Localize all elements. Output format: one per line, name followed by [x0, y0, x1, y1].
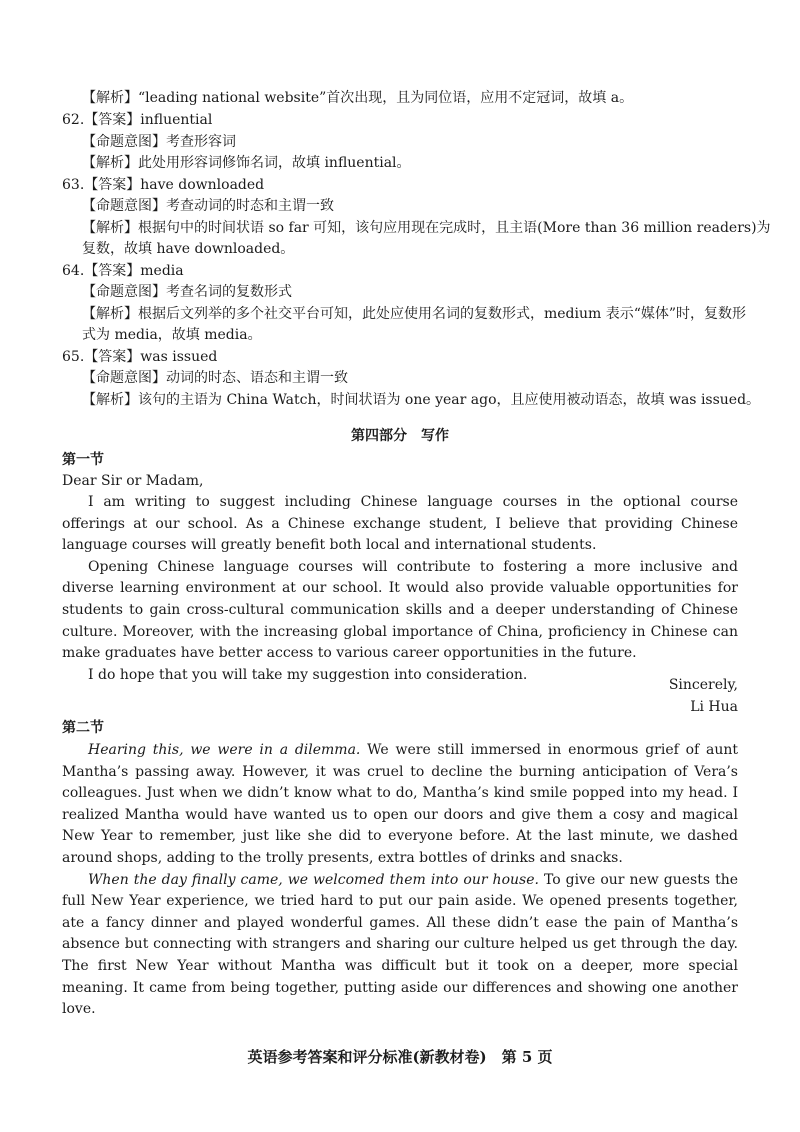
q63-intent: 【命题意图】考查动词的时态和主谓一致	[82, 198, 334, 214]
q61-analysis: 【解析】“leading national website”首次出现，且为同位语，应用不定冠词，故填 a。	[82, 90, 634, 106]
letter-paragraph-1: I am writing to suggest including Chinese language courses in the optional course offerings at our school. As a Chinese exchange student, I believe that providing Chinese language courses will greatly benefit both local and international students.	[62, 494, 738, 554]
letter-closing: Sincerely,	[668, 677, 738, 693]
story-body	[62, 740, 738, 1021]
story-paragraph-2	[62, 870, 738, 1021]
q63-analysis-line1: 【解析】根据句中的时间状语 so far 可知，该句应用现在完成时，且主语(More than 36 million readers)为	[82, 220, 771, 236]
part4-title: 第四部分 写作	[351, 428, 449, 444]
q62-intent: 【命题意图】考查形容词	[82, 134, 236, 150]
story-paragraph-2-text: To give our new guests the full New Year experience, we tried hard to put our pain aside. We opened presents together, ate a fancy dinner and played wonderful games. All these didn’t ease the pain of Mantha’s absence but connecting with strangers and sharing our culture helped us get through the day. The first New Year without Mantha was difficult but it took on a deeper, more special meaning. It came from being together, putting aside our differences and showing one another love.	[62, 871, 739, 1018]
q65-answer: 65.【答案】was issued	[62, 349, 218, 365]
q64-analysis-line1: 【解析】根据后文列举的多个社交平台可知，此处应使用名词的复数形式，medium 表示“媒体”时，复数形	[82, 306, 747, 322]
letter-paragraph-3: I do hope that you will take my suggestion into consideration.	[88, 666, 528, 683]
story-paragraph-2-lead: When the day finally came, we welcomed them into our house.	[88, 871, 539, 888]
q65-intent: 【命题意图】动词的时态、语态和主谓一致	[82, 370, 348, 386]
q63-analysis-line2: 复数，故填 have downloaded。	[82, 241, 295, 257]
section1-heading: 第一节	[62, 452, 104, 468]
section2-heading: 第二节	[62, 720, 104, 736]
letter-paragraph-2: Opening Chinese language courses will contribute to fostering a more inclusive and diverse learning environment at our school. It would also provide valuable opportunities for students to gain cross-cultural communication skills and a deeper understanding of Chinese culture. Moreover, with the increasing global importance of China, proficiency in Chinese can make graduates have better access to various career opportunities in the future.	[62, 558, 738, 662]
page-footer: 英语参考答案和评分标准(新教材卷) 第 5 页	[247, 1048, 553, 1066]
story-paragraph-1	[62, 740, 738, 870]
letter-body	[62, 492, 738, 686]
q64-intent: 【命题意图】考查名词的复数形式	[82, 284, 292, 300]
q62-analysis: 【解析】此处用形容词修饰名词，故填 influential。	[82, 155, 411, 171]
story-paragraph-1-text: We were still immersed in enormous grief of aunt Mantha’s passing away. However, it was cruel to decline the burning anticipation of Vera’s colleagues. Just when we didn’t know what to do, Mantha’s kind smile popped into my head. I realized Mantha would have wanted us to open our doors and give them a cosy and magical New Year to remember, just like she did to everyone before. At the last minute, we dashed around shops, adding to the trolly presents, extra bottles of drinks and snacks.	[62, 742, 738, 866]
q64-answer: 64.【答案】media	[62, 263, 184, 279]
q65-analysis: 【解析】该句的主语为 China Watch，时间状语为 one year ago，且应使用被动语态，故填 was issued。	[82, 392, 761, 408]
q63-answer: 63.【答案】have downloaded	[62, 177, 265, 193]
q64-analysis-line2: 式为 media，故填 media。	[82, 327, 262, 343]
story-paragraph-1-lead: Hearing this, we were in a dilemma.	[88, 742, 361, 758]
q62-answer: 62.【答案】influential	[62, 112, 213, 128]
letter-signature: Li Hua	[690, 699, 738, 715]
letter-salutation: Dear Sir or Madam,	[62, 473, 204, 489]
